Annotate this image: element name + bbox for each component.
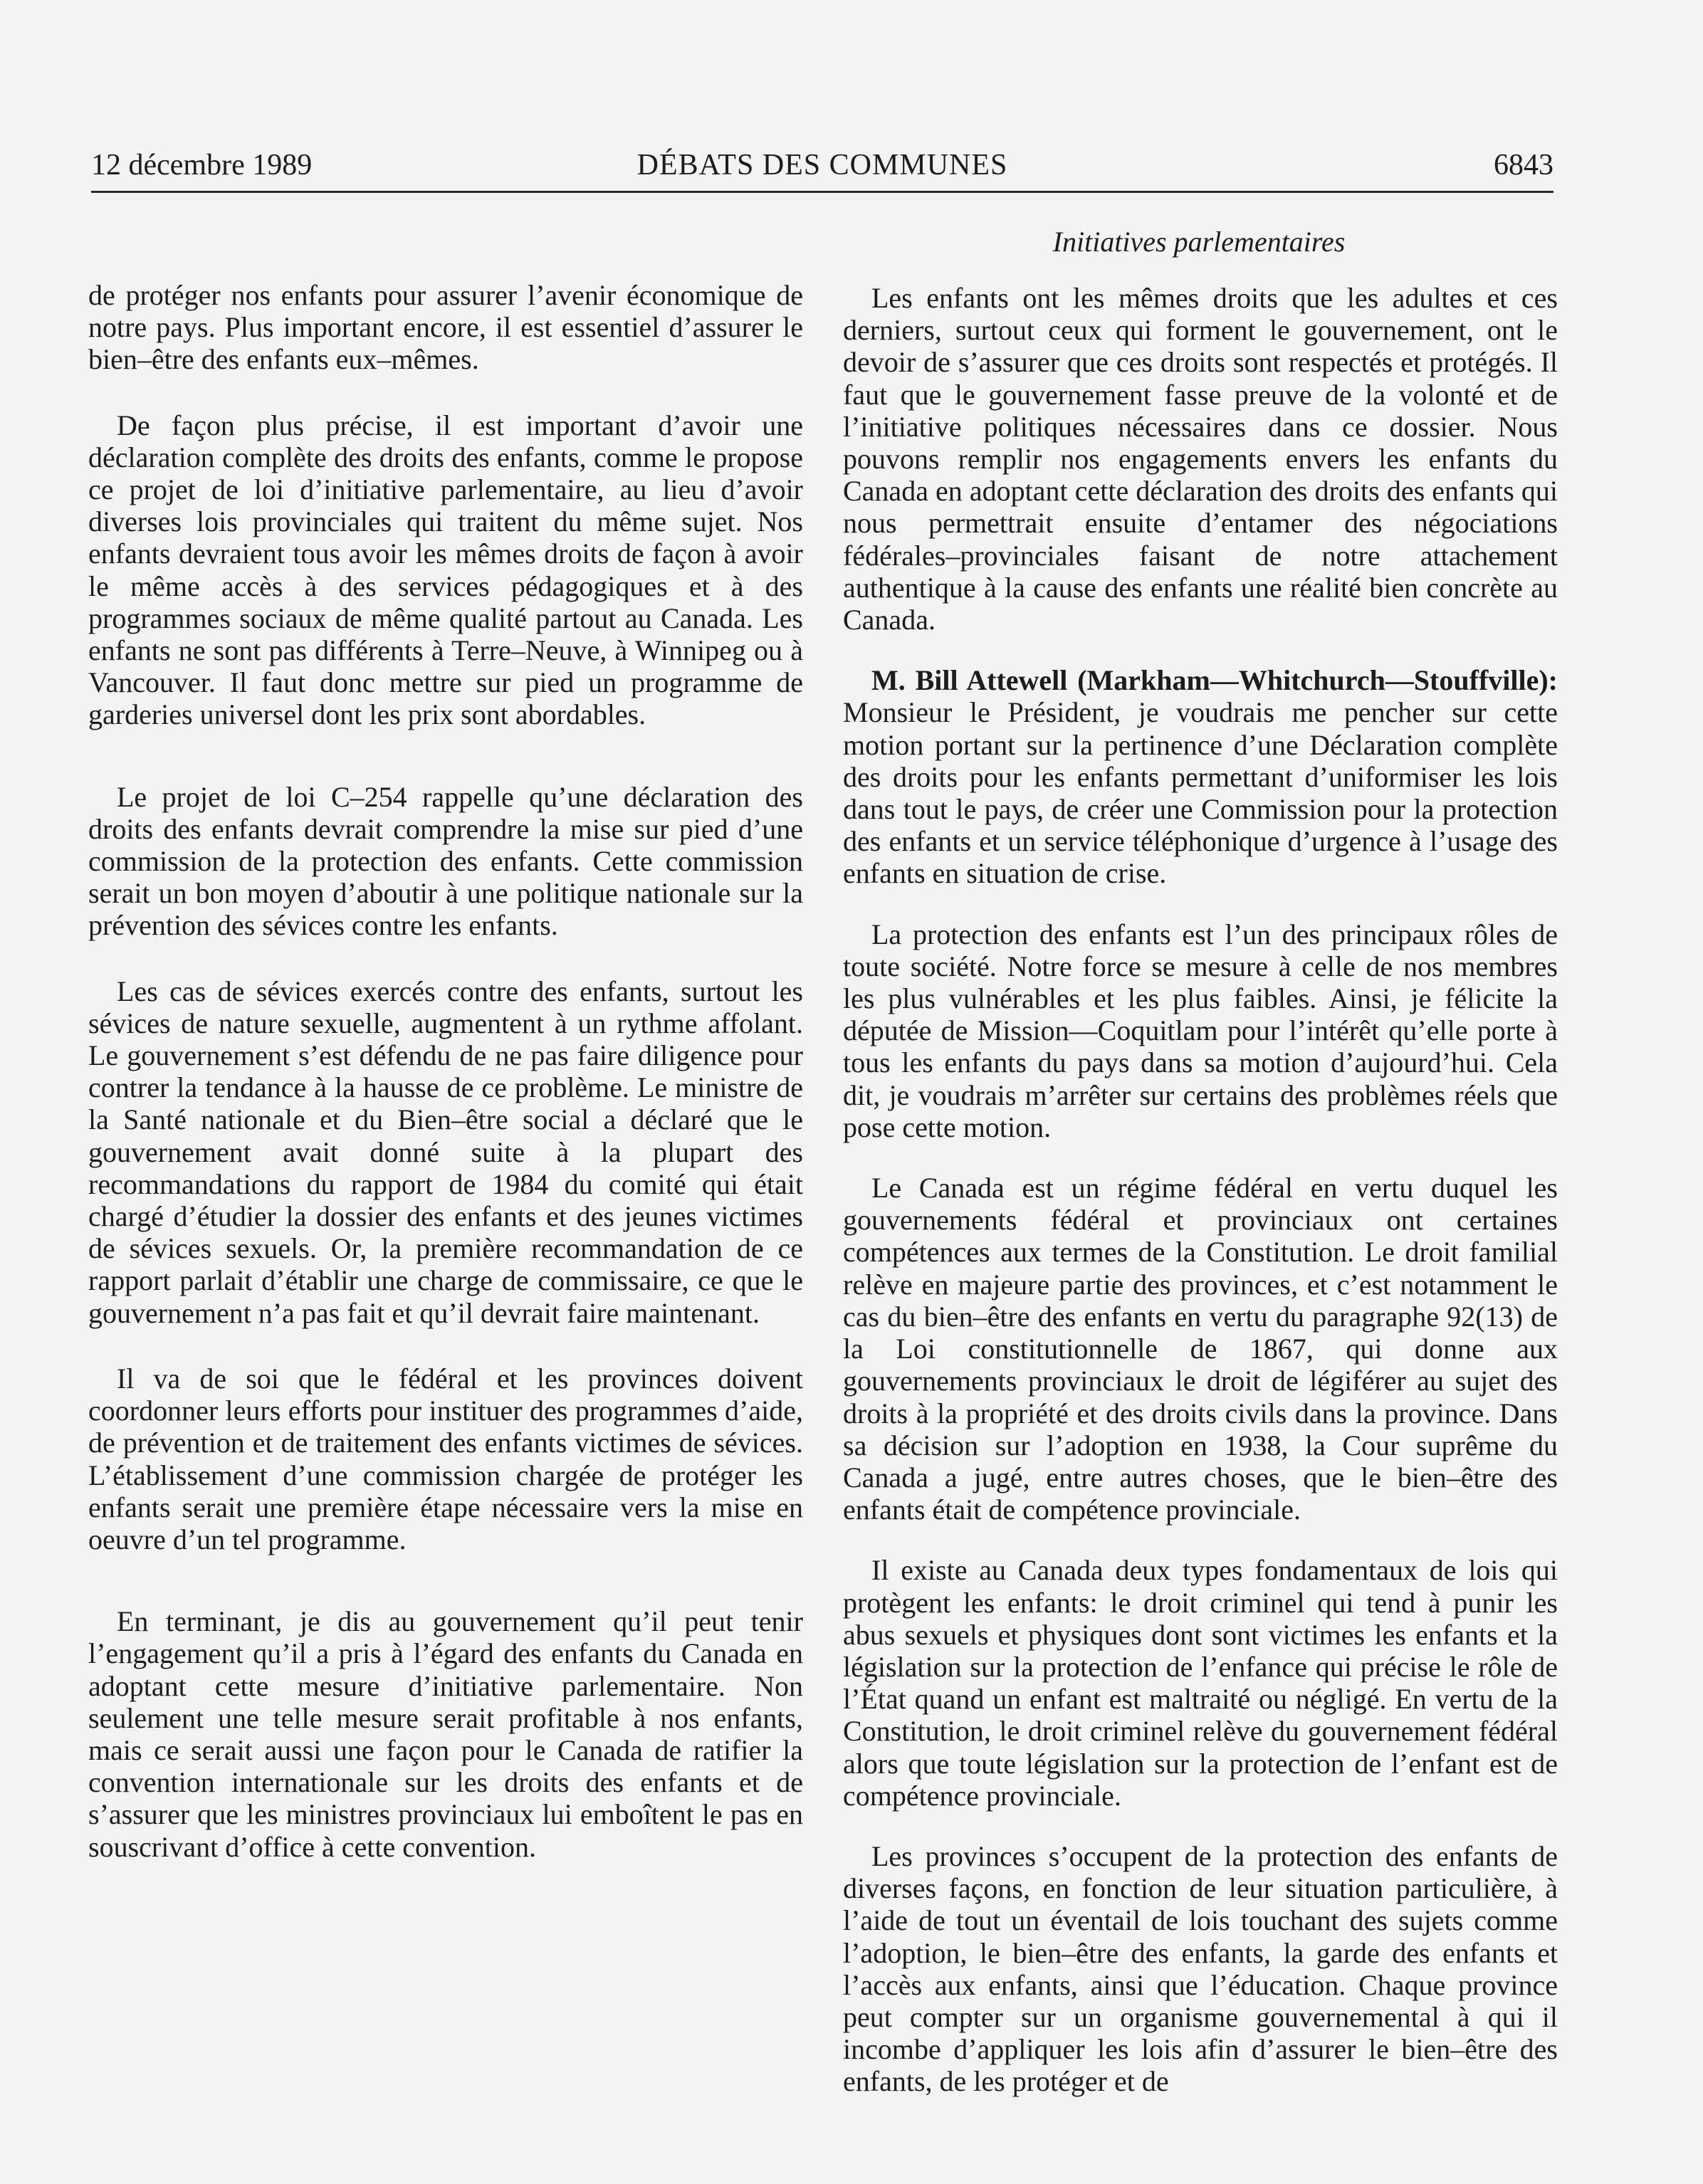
paragraph: de protéger nos enfants pour assurer l’avenir économique de notre pays. Plus important encore, il est essentiel d’assurer le bien–être des enfants eux–mêmes. [88, 279, 803, 376]
page-number: 6843 [1494, 149, 1553, 182]
section-label: Initiatives parlementaires [1052, 226, 1346, 258]
speech-text: Monsieur le Président, je voudrais me pencher sur cette motion portant sur la pertinence d’une Déclaration complète des droits pour les enfants permettant d’uniformiser les lois dans tout le pays, de créer une Commission pour la protection des enfants et un service téléphonique d’urgence à l’usage des enfants en situation de crise. [843, 696, 1558, 890]
header-title: DÉBATS DES COMMUNES [636, 149, 1008, 182]
right-column [843, 282, 1558, 2098]
paragraph: Les enfants ont les mêmes droits que les adultes et ces derniers, surtout ceux qui forment le gouvernement, ont le devoir de s’assurer que ces droits sont respectés et protégés. Il faut que le gouvernement fasse preuve de la volonté et de l’initiative politiques nécessaires dans ce dossier. Nous pouvons remplir nos engagements envers les enfants du Canada en adoptant cette déclaration des droits des enfants qui nous permettrait ensuite d’entamer des négociations fédérales–provinciales faisant de notre attachement authentique à la cause des enfants une réalité bien concrète au Canada. [843, 282, 1558, 636]
page-header [91, 148, 1553, 193]
header-date: 12 décembre 1989 [91, 149, 313, 182]
speaker-name: M. Bill Attewell (Markham—Whitchurch—Stouffville): [871, 664, 1558, 697]
paragraph: De façon plus précise, il est important d’avoir une déclaration complète des droits des enfants, comme le propose ce projet de loi d’initiative parlementaire, au lieu d’avoir diverses lois provinciales qui traitent du même sujet. Nos enfants devraient tous avoir les mêmes droits de façon à avoir le même accès à des services pédagogiques et à des programmes sociaux de même qualité partout au Canada. Les enfants ne sont pas différents à Terre–Neuve, à Winnipeg ou à Vancouver. Il faut donc mettre sur pied un programme de garderies universel dont les prix sont abordables. [88, 409, 803, 731]
paragraph: Le Canada est un régime fédéral en vertu duquel les gouvernements fédéral et provinciaux ont certaines compétences aux termes de la Constitution. Le droit familial relève en majeure partie des provinces, et c’est notamment le cas du bien–être des enfants en vertu du paragraphe 92(13) de la Loi constitutionnelle de 1867, qui donne aux gouvernements provinciaux le droit de légiférer au sujet des droits à la propriété et des droits civils dans la province. Dans sa décision sur l’adoption en 1938, la Cour suprême du Canada a jugé, entre autres choses, que le bien–être des enfants était de compétence provinciale. [843, 1172, 1558, 1526]
left-column [88, 279, 803, 1913]
paragraph: Il va de soi que le fédéral et les provinces doivent coordonner leurs efforts pour instituer des programmes d’aide, de prévention et de traitement des enfants victimes de sévices. L’établissement d’une commission chargée de protéger les enfants serait une première étape nécessaire vers la mise en oeuvre d’un tel programme. [88, 1362, 803, 1555]
paragraph: Il existe au Canada deux types fondamentaux de lois qui protègent les enfants: le droit criminel qui tend à punir les abus sexuels et physiques dont sont victimes les enfants et la législation sur la protection de l’enfance qui précise le rôle de l’État quand un enfant est maltraité ou négligé. En vertu de la Constitution, le droit criminel relève du gouvernement fédéral alors que toute législation sur la protection de l’enfant est de compétence provinciale. [843, 1554, 1558, 1812]
paragraph: Le projet de loi C–254 rappelle qu’une déclaration des droits des enfants devrait comprendre la mise sur pied d’une commission de la protection des enfants. Cette commission serait un bon moyen d’aboutir à une politique nationale sur la prévention des sévices contre les enfants. [88, 780, 803, 942]
paragraph: Les provinces s’occupent de la protection des enfants de diverses façons, en fonction de leur situation particulière, à l’aide de tout un éventail de lois touchant des sujets comme l’adoption, le bien–être des enfants, la garde des enfants et l’accès aux enfants, ainsi que l’éducation. Chaque province peut compter sur un organisme gouvernemental à qui il incombe d’appliquer les lois afin d’assurer le bien–être des enfants, de les protéger et de [843, 1839, 1558, 2098]
paragraph: Les cas de sévices exercés contre des enfants, surtout les sévices de nature sexuelle, augmentent à un rythme affolant. Le gouvernement s’est défendu de ne pas faire diligence pour contrer la tendance à la hausse de ce problème. Le ministre de la Santé nationale et du Bien–être social a déclaré que le gouvernement avait donné suite à la plupart des recommandations du rapport de 1984 du comité qui était chargé d’étudier la dossier des enfants et des jeunes victimes de sévices sexuels. Or, la première recommandation de ce rapport parlait d’établir une charge de commissaire, ce que le gouvernement n’a pas fait et qu’il devrait faire maintenant. [88, 975, 803, 1329]
paragraph: La protection des enfants est l’un des principaux rôles de toute société. Notre force se mesure à celle de nos membres les plus vulnérables et les plus faibles. Ainsi, je félicite la députée de Mission—Coquitlam pour l’intérêt qu’elle porte à tous les enfants du pays dans sa motion d’aujourd’hui. Cela dit, je voudrais m’arrêter sur certains des problèmes réels que pose cette motion. [843, 918, 1558, 1143]
paragraph: En terminant, je dis au gouvernement qu’il peut tenir l’engagement qu’il a pris à l’égard des enfants du Canada en adoptant cette mesure d’initiative parlementaire. Non seulement une telle mesure serait profitable à nos enfants, mais ce serait aussi une façon pour le Canada de ratifier la convention internationale sur les droits des enfants et de s’assurer que les ministres provinciaux lui emboîtent le pas en souscrivant d’office à cette convention. [88, 1605, 803, 1863]
speech-paragraph [843, 664, 1558, 889]
